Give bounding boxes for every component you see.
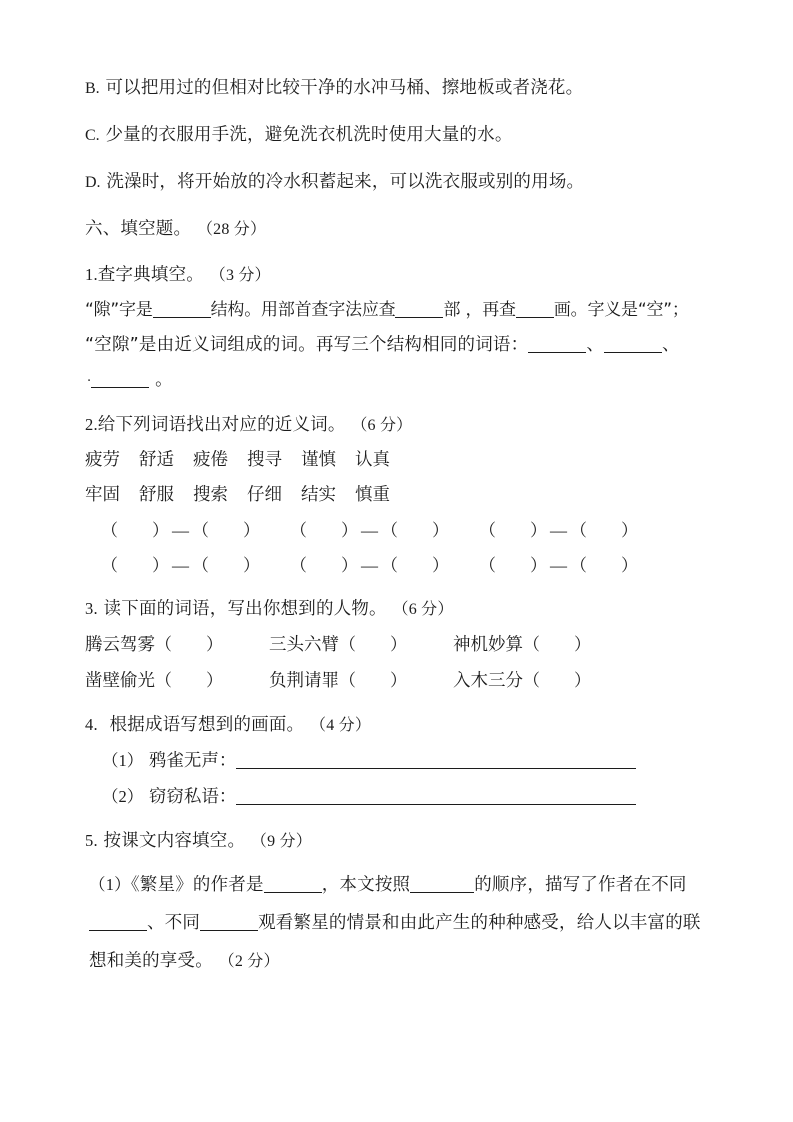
choice-option-c [85, 125, 710, 146]
question-2-word-bank-row-2 [85, 485, 710, 506]
pair-dash: — [550, 521, 567, 540]
q1-text-synonym-prompt: “空隙”是由近义词组成的词。再写三个结构相同的词语： [85, 335, 529, 355]
idiom-cell [453, 634, 591, 656]
choice-text-b: 可以把用过的但相对比较干净的水冲马桶、擦地板或者浇花。 [105, 78, 584, 98]
question-3-row-2 [85, 670, 710, 692]
q5-blank-order[interactable] [410, 877, 474, 893]
question-4-title: 根据成语写想到的画面。 [109, 715, 305, 735]
item-idiom: 鸦雀无声 [148, 751, 219, 771]
q1-blank-radical[interactable] [395, 302, 443, 318]
item-colon: ： [218, 751, 237, 771]
q1-sep-1: 、 [586, 335, 605, 355]
question-4-marks: （4 分） [310, 717, 372, 734]
answer-pair [479, 555, 638, 576]
q5-blank-author[interactable] [264, 877, 322, 893]
question-5-heading [85, 830, 710, 852]
paren-close: ） [390, 671, 407, 690]
item-idiom: 窃窃私语 [148, 787, 219, 807]
paren-open: （ [381, 556, 398, 575]
question-2-marks: （6 分） [351, 417, 413, 434]
q1-blank-word-2[interactable] [604, 337, 662, 353]
paren-close: ） [243, 556, 260, 575]
q5-text-3: 的顺序，描写了作者在不同 [474, 875, 687, 895]
paren-open: （ [523, 671, 540, 690]
q1-text-a: “隙”字是 [85, 300, 153, 320]
question-4-item-1 [85, 750, 710, 772]
question-4-item-2 [85, 786, 710, 808]
choice-text-c: 少量的衣服用手洗，避免洗衣机洗时使用大量的水。 [105, 125, 513, 145]
word-item: 舒服 [139, 485, 174, 505]
answer-pair [290, 520, 449, 541]
word-item: 舒适 [139, 450, 174, 470]
word-item: 搜索 [193, 485, 228, 505]
section-number: 六、 [85, 219, 121, 239]
q1-text-d: 画。字义是“空”； [553, 300, 689, 320]
paren-open: （ [192, 556, 209, 575]
paren-open: （ [101, 521, 118, 540]
idiom-cell [453, 670, 591, 692]
paren-open: （ [155, 671, 172, 690]
paren-open: （ [479, 556, 496, 575]
paren-open: （ [192, 521, 209, 540]
idiom-text: 腾云驾雾 [85, 635, 155, 655]
paren-close: ） [621, 521, 638, 540]
paren-open: （ [155, 635, 172, 654]
section-title: 填空题。 [120, 219, 192, 239]
choice-option-b [85, 78, 710, 99]
paren-open: （ [339, 671, 356, 690]
q5-text-1: 《繁星》的作者是 [130, 875, 264, 895]
q1-text-c: 部 ，再查 [443, 300, 516, 320]
paren-open: （ [101, 556, 118, 575]
section-marks: （28 分） [196, 221, 267, 238]
idiom-text: 神机妙算 [453, 635, 523, 655]
paren-open: （ [381, 521, 398, 540]
question-1-number: 1. [85, 265, 98, 284]
item-colon: ： [218, 787, 237, 807]
question-4-heading [85, 714, 710, 736]
q1-line3-suffix: 。 [155, 370, 173, 390]
answer-pair [101, 520, 260, 541]
question-1-line-2 [85, 335, 710, 356]
word-item: 疲倦 [193, 450, 228, 470]
question-2-word-bank-row-1 [85, 450, 710, 471]
idiom-cell [85, 670, 223, 692]
idiom-text: 负荆请罪 [269, 671, 339, 691]
question-5-marks: （9 分） [250, 833, 312, 850]
question-3-title: 读下面的词语，写出你想到的人物。 [103, 599, 387, 619]
choice-option-d [85, 172, 710, 193]
word-item: 搜寻 [247, 450, 282, 470]
question-1-line-1 [85, 300, 710, 321]
question-2-answer-row-1 [85, 520, 710, 541]
q1-blank-word-3[interactable] [91, 372, 149, 388]
pair-dash: — [361, 521, 378, 540]
question-4-number: 4. [85, 715, 98, 734]
paren-close: ） [152, 556, 169, 575]
q1-line3-prefix: · [87, 374, 92, 389]
item-index: （2） [102, 787, 144, 806]
answer-pair [290, 555, 449, 576]
question-1-marks: （3 分） [209, 267, 271, 284]
paren-close: ） [152, 521, 169, 540]
question-3-number: 3. [85, 599, 98, 618]
question-3-row-1 [85, 634, 710, 656]
q5-text-2: ，本文按照 [321, 875, 411, 895]
q1-blank-word-1[interactable] [528, 337, 586, 353]
paren-close: ） [206, 671, 223, 690]
question-1-title: 查字典填空。 [97, 265, 204, 285]
paren-open: （ [290, 521, 307, 540]
q1-text-b: 结构。用部首查字法应查 [210, 300, 396, 320]
item-index: （1） [102, 751, 144, 770]
paren-open: （ [570, 556, 587, 575]
choice-label-b: B. [85, 80, 100, 97]
paren-close: ） [530, 521, 547, 540]
choice-label-d: D. [85, 174, 101, 191]
item-index: （1） [89, 875, 131, 894]
item-answer-rule[interactable] [236, 789, 636, 805]
idiom-cell [269, 634, 407, 656]
q1-blank-structure[interactable] [153, 302, 211, 318]
q1-sep-2: 、 [662, 335, 680, 355]
pair-dash: — [172, 521, 189, 540]
page-content [85, 78, 710, 981]
question-2-answer-row-2 [85, 555, 710, 576]
question-3-marks: （6 分） [392, 601, 454, 618]
word-item: 认真 [355, 450, 390, 470]
question-2-number: 2. [85, 415, 98, 434]
question-5-item-1 [85, 866, 710, 981]
paren-open: （ [339, 635, 356, 654]
answer-pair [101, 555, 260, 576]
q5-blank-place[interactable] [200, 915, 258, 931]
paren-open: （ [290, 556, 307, 575]
pair-dash: — [550, 556, 567, 575]
question-3-heading [85, 598, 710, 620]
word-item: 慎重 [355, 485, 390, 505]
paren-open: （ [479, 521, 496, 540]
word-item: 仔细 [247, 485, 282, 505]
question-2-title: 给下列词语找出对应的近义词。 [97, 415, 346, 435]
word-item: 疲劳 [85, 450, 120, 470]
paren-close: ） [432, 556, 449, 575]
q1-blank-strokes[interactable] [516, 302, 554, 318]
section-heading [85, 219, 710, 240]
paren-close: ） [390, 635, 407, 654]
paren-close: ） [341, 521, 358, 540]
q5-item-1-marks: （2 分） [218, 953, 280, 970]
answer-pair [479, 520, 638, 541]
question-5-number: 5. [85, 831, 98, 850]
idiom-text: 三头六臂 [269, 635, 339, 655]
idiom-text: 凿壁偷光 [85, 671, 155, 691]
paren-close: ） [341, 556, 358, 575]
idiom-cell [85, 634, 223, 656]
idiom-cell [269, 670, 407, 692]
paren-close: ） [574, 671, 591, 690]
word-item: 牢固 [85, 485, 120, 505]
paren-close: ） [530, 556, 547, 575]
choice-text-d: 洗澡时，将开始放的冷水积蓄起来，可以洗衣服或别的用场。 [106, 172, 585, 192]
word-item: 谨慎 [301, 450, 336, 470]
paren-open: （ [570, 521, 587, 540]
q5-text-5: 观看繁星的情景和由此产生的种种感受，给人以丰富的联想和美的享受。 [89, 913, 701, 971]
question-1-heading [85, 264, 710, 286]
question-2-heading [85, 414, 710, 436]
paren-open: （ [523, 635, 540, 654]
word-item: 结实 [301, 485, 336, 505]
choice-label-c: C. [85, 127, 100, 144]
paren-close: ） [206, 635, 223, 654]
pair-dash: — [172, 556, 189, 575]
pair-dash: — [361, 556, 378, 575]
paren-close: ） [574, 635, 591, 654]
q5-blank-time[interactable] [89, 915, 147, 931]
item-answer-rule[interactable] [236, 753, 636, 769]
paren-close: ） [621, 556, 638, 575]
paren-close: ） [243, 521, 260, 540]
paren-close: ） [432, 521, 449, 540]
q5-text-4: 、不同 [147, 913, 201, 933]
question-1-line-3 [85, 370, 710, 392]
question-5-title: 按课文内容填空。 [103, 831, 246, 851]
idiom-text: 入木三分 [453, 671, 523, 691]
